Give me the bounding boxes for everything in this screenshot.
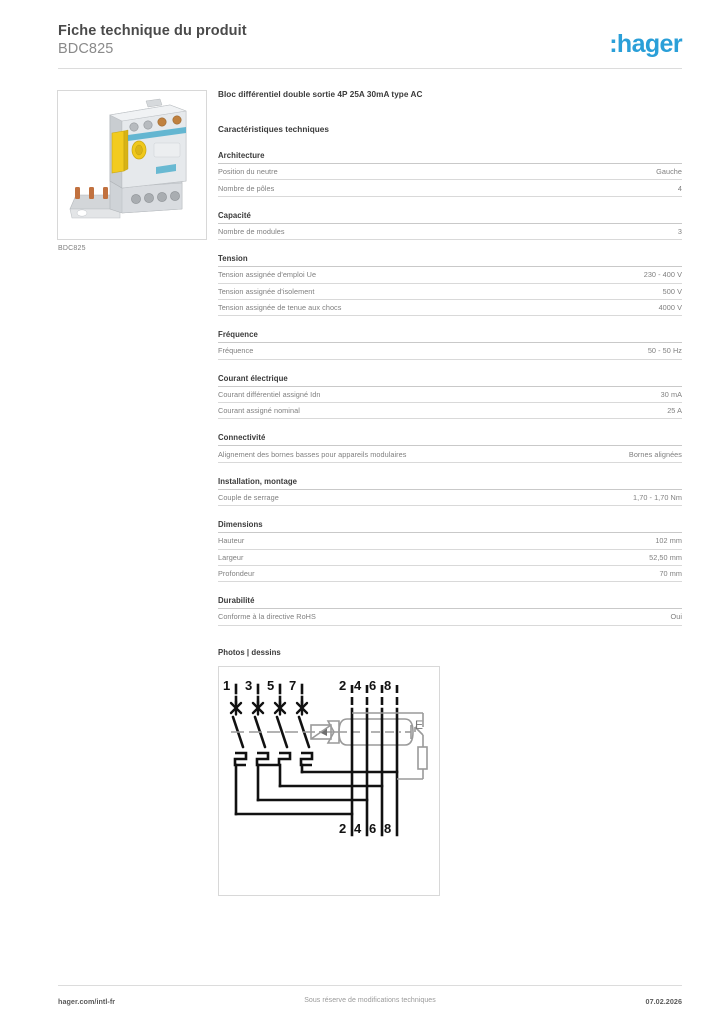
spec-group (218, 596, 682, 625)
spec-group-title: Capacité (218, 211, 682, 224)
spec-row (218, 300, 682, 316)
spec-row (218, 224, 682, 240)
spec-group (218, 433, 682, 462)
spec-value: 1,70 - 1,70 Nm (633, 492, 682, 502)
spec-row (218, 609, 682, 625)
spec-group (218, 520, 682, 582)
spec-group-title: Connectivité (218, 433, 682, 446)
page-subtitle-product-code: BDC825 (58, 41, 114, 57)
spec-group (218, 374, 682, 420)
spec-row (218, 446, 682, 462)
spec-value: 52,50 mm (649, 552, 682, 562)
spec-group (218, 330, 682, 359)
spec-label: Largeur (218, 552, 244, 562)
terminal-label-3: 3 (245, 677, 253, 693)
footer-website-link[interactable]: hager.com/intl-fr (58, 997, 116, 1006)
spec-row (218, 180, 682, 196)
spec-value: 3 (677, 226, 682, 236)
wiring-diagram (218, 666, 440, 896)
spec-group-title: Dimensions (218, 520, 682, 533)
terminal-label-5: 5 (267, 677, 275, 693)
spec-value: 4000 V (658, 303, 682, 313)
output-label-top-2: 2 (339, 677, 347, 693)
spec-row (218, 387, 682, 403)
output-label-bottom-2: 2 (339, 820, 347, 836)
spec-value: 25 A (667, 406, 682, 416)
wiring-diagram-svg (219, 667, 439, 895)
output-label-top-6: 6 (369, 677, 377, 693)
spec-group-title: Durabilité (218, 596, 682, 609)
product-photo (57, 90, 207, 240)
spec-label: Alignement des bornes basses pour appareils modulaires (218, 449, 407, 459)
drawings-heading: Photos | dessins (218, 647, 281, 657)
spec-group (218, 254, 682, 316)
spec-label: Tension assignée d'isolement (218, 286, 315, 296)
spec-value: 4 (677, 183, 682, 193)
spec-group-title: Courant électrique (218, 374, 682, 387)
spec-label: Nombre de pôles (218, 183, 275, 193)
product-name: Bloc différentiel double sortie 4P 25A 30mA type AC (218, 90, 423, 99)
spec-label: Conforme à la directive RoHS (218, 612, 316, 622)
footer-disclaimer: Sous réserve de modifications techniques (304, 997, 436, 1004)
output-label-bottom-8: 8 (384, 820, 392, 836)
spec-group (218, 151, 682, 197)
test-button-label: E (415, 717, 424, 732)
spec-value: Oui (670, 612, 682, 622)
header-divider (58, 68, 682, 69)
spec-label: Hauteur (218, 536, 245, 546)
spec-label: Tension assignée de tenue aux chocs (218, 303, 342, 313)
specs-heading: Caractéristiques techniques (218, 125, 330, 134)
spec-row (218, 164, 682, 180)
spec-label: Nombre de modules (218, 226, 285, 236)
spec-value: 50 - 50 Hz (647, 346, 682, 356)
spec-groups (218, 151, 682, 626)
spec-label: Position du neutre (218, 167, 278, 177)
spec-label: Courant différentiel assigné Idn (218, 389, 321, 399)
spec-value: Gauche (656, 167, 682, 177)
spec-group (218, 211, 682, 240)
output-label-top-4: 4 (354, 677, 362, 693)
spec-row (218, 343, 682, 359)
product-photo-image (58, 91, 204, 237)
spec-value: 230 - 400 V (643, 270, 682, 280)
spec-label: Fréquence (218, 346, 254, 356)
terminal-label-7: 7 (289, 677, 297, 693)
spec-row (218, 550, 682, 566)
page-footer (58, 997, 682, 1011)
spec-label: Tension assignée d'emploi Ue (218, 270, 317, 280)
spec-row (218, 403, 682, 419)
terminal-label-1: 1 (223, 677, 231, 693)
spec-group-title: Architecture (218, 151, 682, 164)
page-title: Fiche technique du produit (58, 23, 247, 39)
spec-value: Bornes alignées (628, 449, 682, 459)
output-label-bottom-4: 4 (354, 820, 362, 836)
spec-row (218, 284, 682, 300)
spec-value: 500 V (662, 286, 682, 296)
spec-value: 102 mm (655, 536, 682, 546)
spec-label: Couple de serrage (218, 492, 279, 502)
output-label-top-8: 8 (384, 677, 392, 693)
spec-label: Profondeur (218, 569, 255, 579)
footer-date: 07.02.2026 (645, 997, 682, 1006)
spec-group-title: Tension (218, 254, 682, 267)
spec-group-title: Fréquence (218, 330, 682, 343)
main-content (218, 90, 682, 896)
spec-row (218, 566, 682, 582)
spec-group-title: Installation, montage (218, 477, 682, 490)
spec-group (218, 477, 682, 506)
footer-divider (58, 985, 682, 986)
spec-row (218, 267, 682, 283)
hager-logo: :hager (609, 30, 682, 58)
spec-row (218, 490, 682, 506)
spec-value: 70 mm (659, 569, 682, 579)
spec-row (218, 533, 682, 549)
page-header (58, 22, 682, 70)
spec-label: Courant assigné nominal (218, 406, 300, 416)
output-label-bottom-6: 6 (369, 820, 377, 836)
spec-value: 30 mA (660, 389, 682, 399)
product-photo-caption: BDC825 (58, 245, 86, 252)
